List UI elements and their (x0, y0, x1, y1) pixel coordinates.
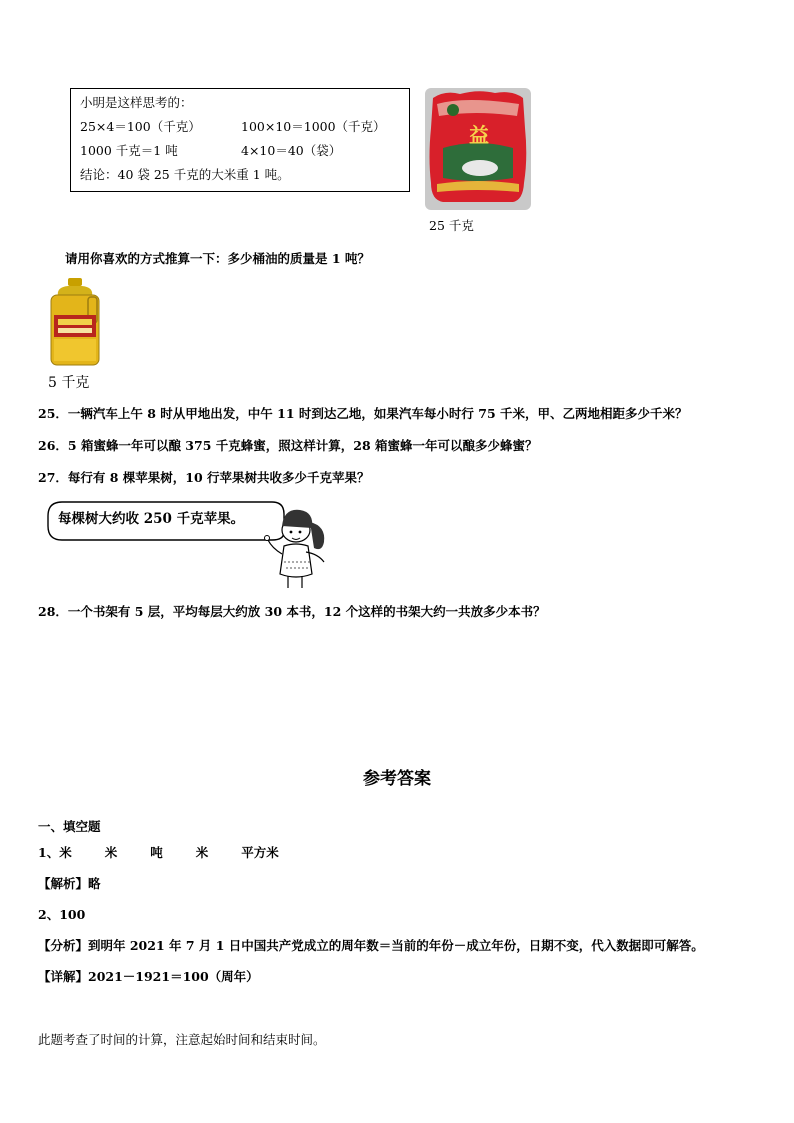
question-text: 每行有 8 棵苹果树，10 行苹果树共收多少千克苹果？ (67, 470, 370, 485)
box-line-4: 结论：40 袋 25 千克的大米重 1 吨。 (80, 167, 290, 182)
question-27 (38, 468, 370, 486)
question-text: 一辆汽车上午 8 时从甲地出发，中午 11 时到达乙地，如果汽车每小时行 75 千米，甲、乙两地相距多少千米？ (67, 406, 688, 421)
question-25 (38, 404, 688, 422)
question-text: 5 箱蜜蜂一年可以酿 375 千克蜂蜜，照这样计算，28 箱蜜蜂一年可以酿多少蜂蜜？ (67, 438, 538, 453)
answer-unit: 米 (104, 845, 118, 860)
box-line-3b: 4×10＝40（袋） (241, 143, 342, 158)
oil-caption: 5 千克 (48, 375, 90, 391)
rice-bag-logo: 益 (469, 123, 489, 147)
answer-unit: 吨 (150, 845, 163, 860)
answer-number: 1、 (38, 845, 60, 860)
speech-bubble-text: 每棵树大约收 250 千克苹果。 (58, 511, 245, 527)
question-28 (38, 602, 546, 620)
section-heading: 一、填空题 (38, 819, 101, 834)
question-number: 26． (38, 438, 68, 453)
answer-unit: 平方米 (241, 845, 279, 860)
answer-2-note: 此题考查了时间的计算，注意起始时间和结束时间。 (38, 1032, 326, 1047)
box-line-1: 小明是这样思考的： (80, 95, 193, 110)
rice-caption: 25 千克 (429, 218, 474, 233)
answer-unit: 米 (195, 845, 209, 860)
answer-1-analysis: 【解析】略 (38, 876, 101, 891)
box-line-3a: 1000 千克＝1 吨 (80, 143, 178, 158)
answer-2: 2、100 (38, 907, 86, 922)
thinking-box (70, 88, 410, 192)
question-number: 27． (38, 470, 68, 485)
question-number: 28． (38, 604, 68, 619)
question-26 (38, 436, 538, 454)
answer-2-analysis: 【分析】到明年 2021 年 7 月 1 日中国共产党成立的周年数＝当前的年份－成立年份，日期不变，代入数据即可解答。 (38, 938, 704, 953)
rice-bag-image (425, 88, 531, 210)
oil-bottle-image (48, 277, 102, 367)
box-line-2a: 25×4＝100（千克） (80, 119, 201, 134)
question-text: 一个书架有 5 层，平均每层大约放 30 本书，12 个这样的书架大约一共放多少本书？ (67, 604, 546, 619)
oil-prompt: 请用你喜欢的方式推算一下：多少桶油的质量是 1 吨？ (65, 251, 370, 266)
answer-1 (38, 843, 312, 861)
question-number: 25． (38, 406, 68, 421)
box-line-2b: 100×10＝1000（千克） (241, 119, 386, 134)
answer-unit: 米 (59, 845, 72, 860)
answer-2-detail: 【详解】2021－1921＝100（周年） (38, 969, 259, 984)
answers-title: 参考答案 (363, 769, 431, 789)
